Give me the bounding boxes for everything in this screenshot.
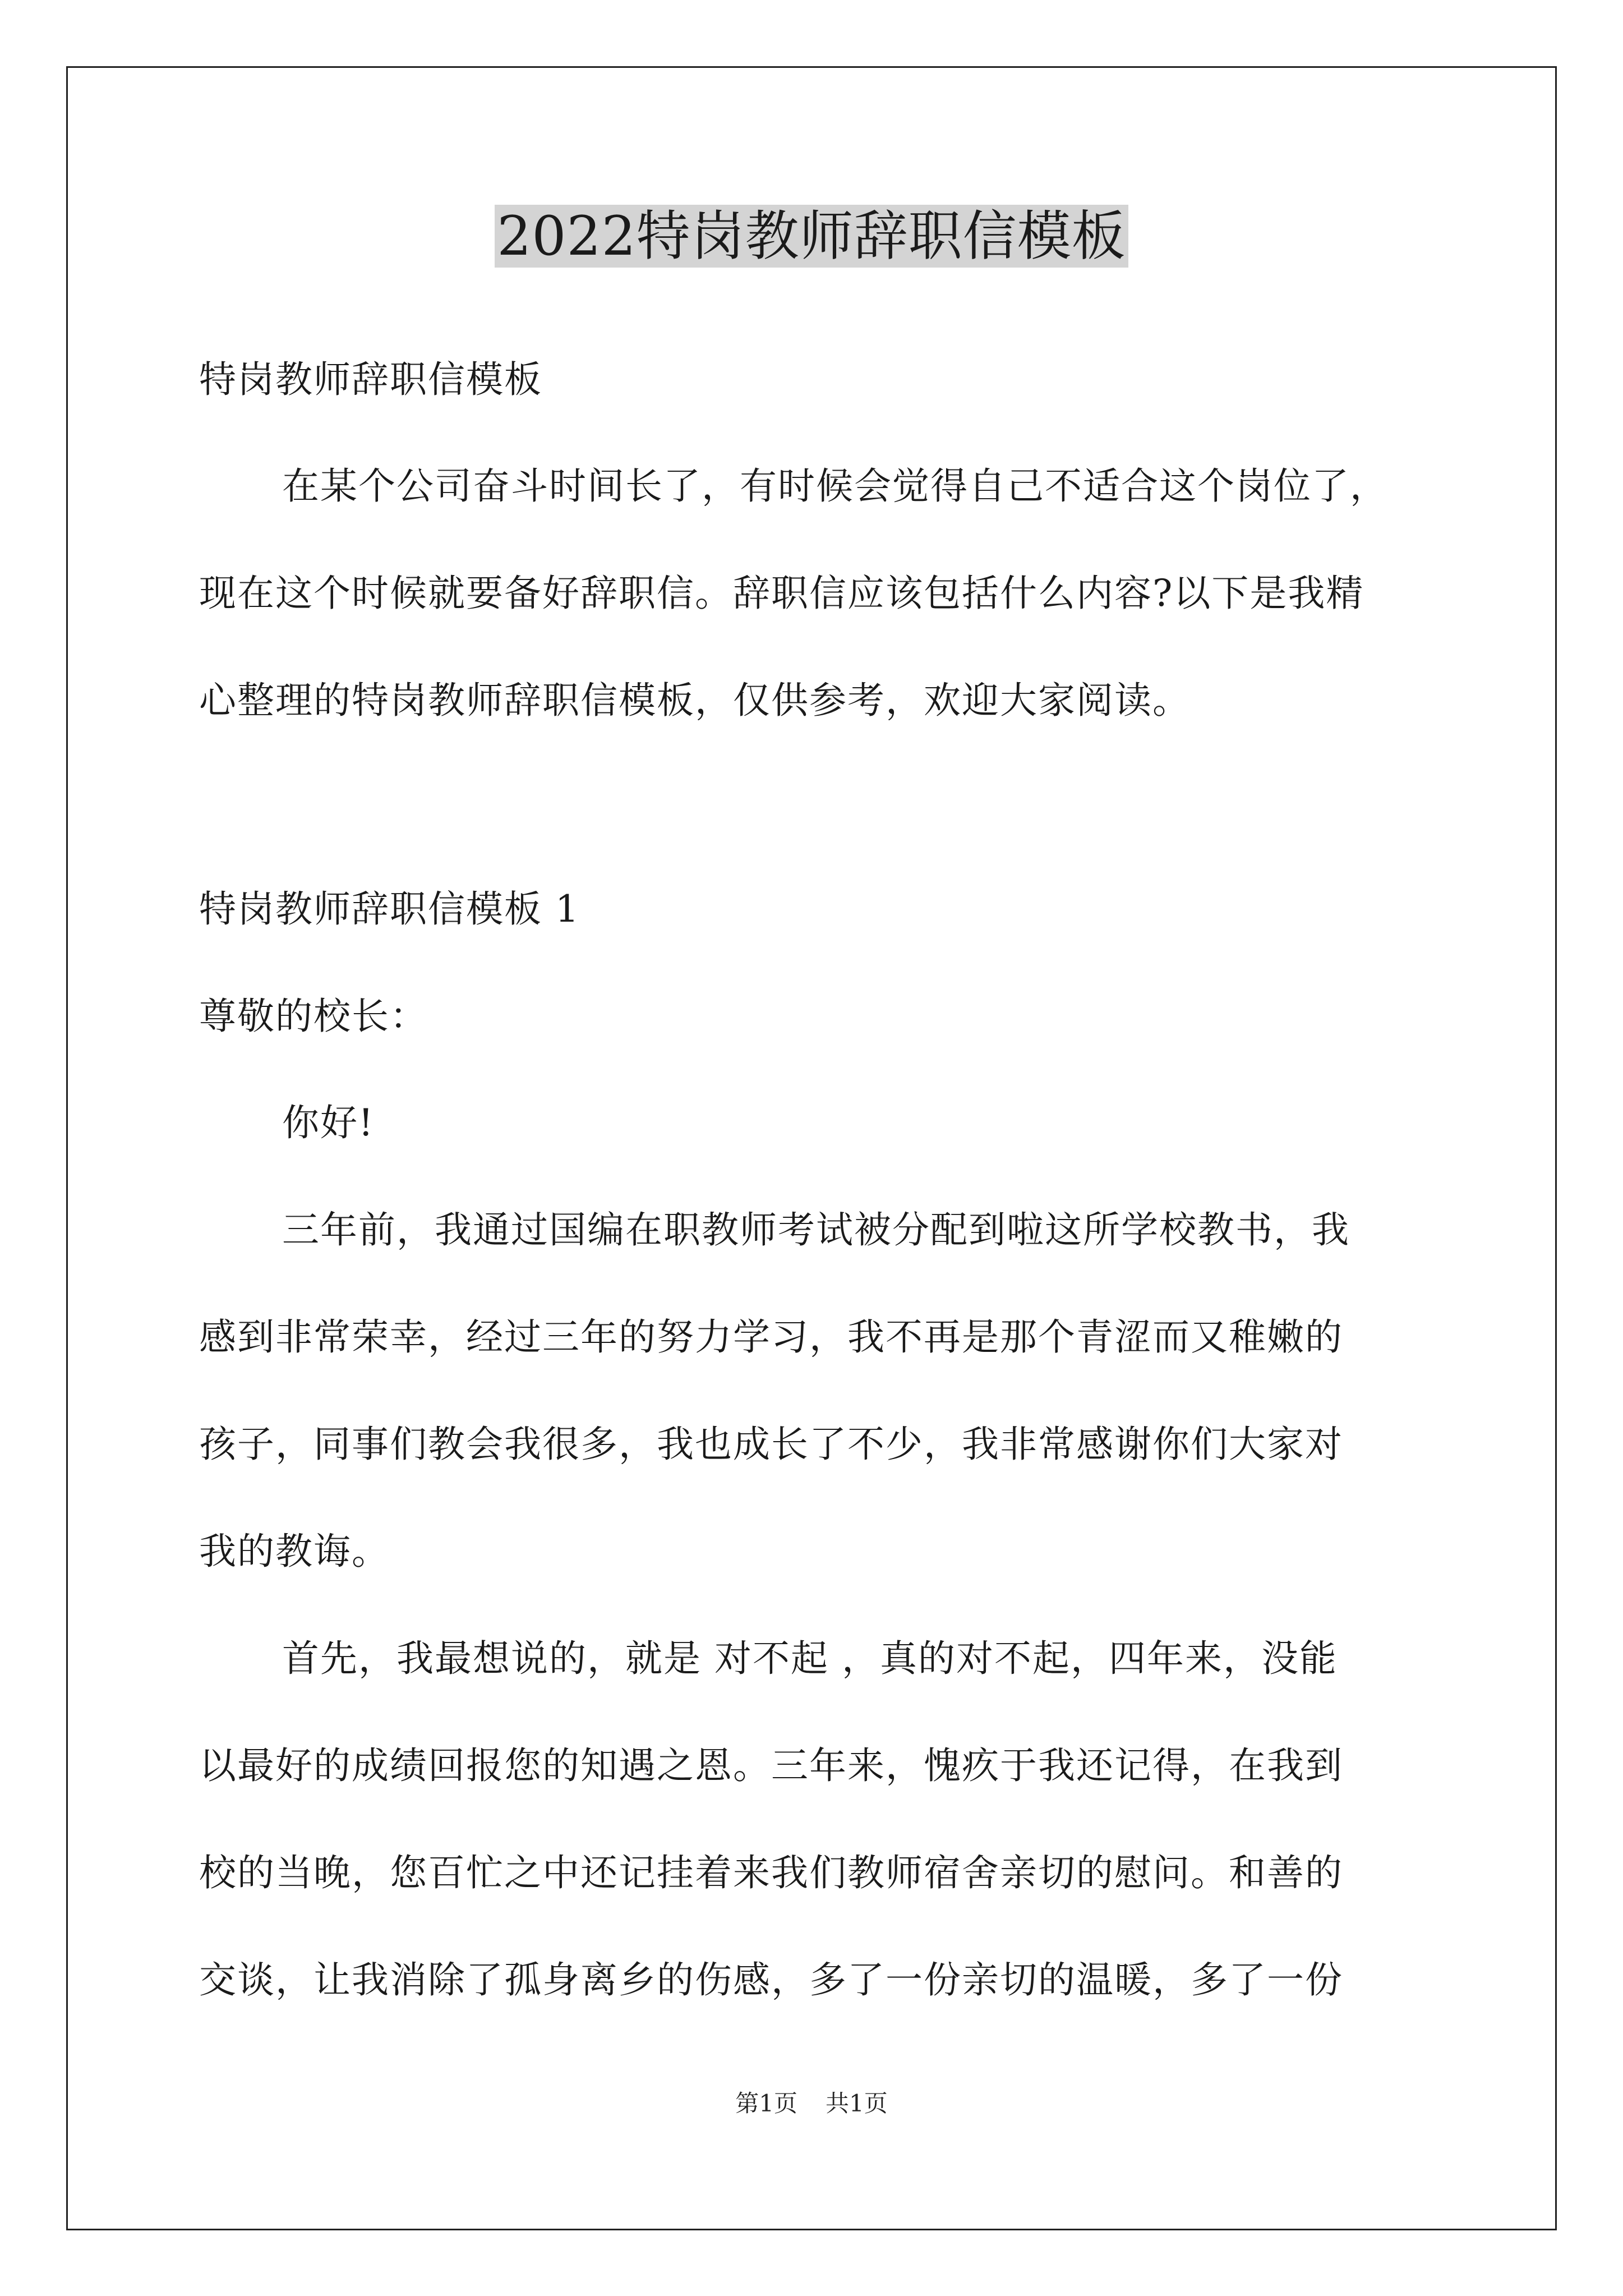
paragraph-line: 交谈，让我消除了孤身离乡的伤感，多了一份亲切的温暖，多了一份 bbox=[199, 1958, 1343, 2001]
paragraph-line: 首先，我最想说的，就是 对不起 ，真的对不起，四年来，没能 bbox=[282, 1637, 1338, 1680]
section-heading: 特岗教师辞职信模板 1 bbox=[199, 887, 580, 931]
intro-line: 在某个公司奋斗时间长了，有时候会觉得自己不适合这个岗位了， bbox=[282, 464, 1388, 508]
paragraph-line: 三年前，我通过国编在职教师考试被分配到啦这所学校教书，我 bbox=[282, 1208, 1350, 1251]
salutation: 尊敬的校长： bbox=[199, 995, 428, 1038]
document-title-text: 2022特岗教师辞职信模板 bbox=[495, 205, 1128, 268]
page-number-current: 第1页 bbox=[735, 2090, 797, 2117]
paragraph-line: 校的当晚，您百忙之中还记挂着来我们教师宿舍亲切的慰问。和善的 bbox=[199, 1851, 1343, 1894]
page-number-total: 共1页 bbox=[826, 2090, 888, 2117]
paragraph-line: 感到非常荣幸，经过三年的努力学习，我不再是那个青涩而又稚嫩的 bbox=[199, 1315, 1343, 1359]
intro-line: 现在这个时候就要备好辞职信。辞职信应该包括什么内容?以下是我精 bbox=[199, 572, 1364, 615]
intro-line: 心整理的特岗教师辞职信模板，仅供参考，欢迎大家阅读。 bbox=[199, 679, 1191, 722]
paragraph-line: 以最好的成绩回报您的知遇之恩。三年来，愧疚于我还记得，在我到 bbox=[199, 1744, 1343, 1787]
paragraph-line: 我的教诲。 bbox=[199, 1530, 390, 1573]
document-title bbox=[0, 200, 1623, 273]
subtitle: 特岗教师辞职信模板 bbox=[199, 358, 542, 401]
greeting: 你好! bbox=[282, 1101, 375, 1144]
paragraph-line: 孩子，同事们教会我很多，我也成长了不少，我非常感谢你们大家对 bbox=[199, 1423, 1343, 1466]
page-footer bbox=[0, 2087, 1623, 2120]
